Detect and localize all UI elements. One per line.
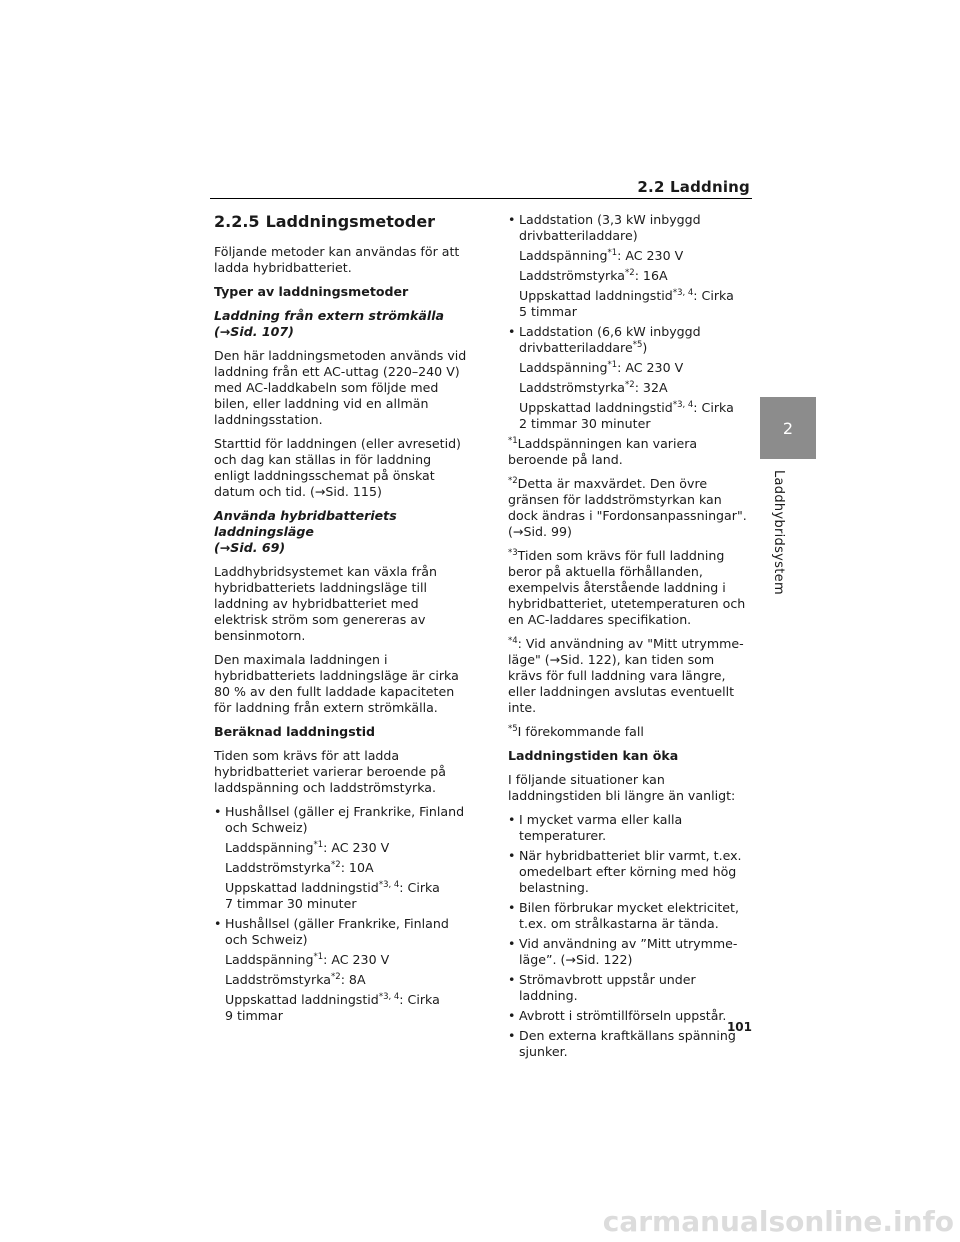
footnote-marker: *4 [508,636,518,646]
condition-item: • Bilen förbrukar mycket elektricitet, t.ex. om strålkastarna är tända. [508,900,752,932]
charge-item-title-text: Laddstation (6,6 kW inbyggd drivbatteriladdare [519,324,701,355]
condition-item: • Avbrott i strömtillförseln uppstår. [508,1008,752,1024]
header-rule [210,198,752,199]
footnote-ref: *1 [313,840,324,850]
charge-item [508,212,752,320]
mode-paragraph-1: Laddhybridsystemet kan växla från hybridbatteriets laddningsläge till laddning av hybridbatteriet med elektrisk ström som genereras av bensinmotorn. [214,564,437,643]
condition-item: • Den externa kraftkällans spänning sjunker. [508,1028,752,1060]
external-paragraph-2: Starttid för laddningen (eller avresetid) och dag kan ställas in för laddning enligt laddningsschemat på önskat datum och tid. (→Sid. 115) [214,436,461,499]
time-label: Uppskattad laddningstid [225,880,379,895]
footnote [508,476,752,540]
footnote-ref: *2 [331,860,341,870]
chapter-label: Laddhybridsystem [771,470,786,595]
charge-item-title: • Hushållsel (gäller ej Frankrike, Finland och Schweiz) [214,804,468,836]
footnote [508,636,752,716]
external-heading [214,308,468,340]
current-line [214,972,468,988]
charge-item-title: • Hushållsel (gäller Frankrike, Finland och Schweiz) [214,916,468,948]
footnote [508,548,752,628]
longer-heading: Laddningstiden kan öka [508,748,679,763]
footnote [508,436,752,468]
time-value: : Cirka [399,880,440,895]
footnote-text: Laddspänningen kan variera beroende på land. [508,436,698,467]
time-duration: 2 timmar 30 minuter [519,416,651,431]
voltage-label: Laddspänning [225,952,314,967]
condition-item: • I mycket varma eller kalla temperaturer. [508,812,752,844]
mode-heading-ref: (→Sid. 69) [214,540,286,555]
time-value: : Cirka [693,400,734,415]
current-line [508,380,752,396]
time-line [508,288,752,320]
charge-item-title [508,212,752,244]
page-number: 101 [726,1020,752,1034]
time-line [508,400,752,432]
footnote [508,724,752,740]
voltage-label: Laddspänning [519,360,608,375]
current-value: : 10A [340,860,374,875]
charge-item-title [508,324,752,356]
left-column [214,212,468,1028]
current-value: : 8A [340,972,366,987]
types-heading: Typer av laddningsmetoder [214,284,409,299]
time-duration: 9 timmar [225,1008,283,1023]
section-title: Laddningsmetoder [265,212,436,231]
charge-item-title-tail: ) [642,340,648,355]
voltage-value: : AC 230 V [617,360,684,375]
external-heading-text: Laddning från extern strömkälla [214,308,445,323]
footnote-ref: *3, 4 [378,880,400,890]
footnote-marker: *5 [508,724,518,734]
page-title [214,212,468,232]
section-number: 2.2.5 [214,212,260,231]
chapter-number: 2 [782,418,794,438]
mode-paragraph-2: Den maximala laddningen i hybridbatteriets laddningsläge är cirka 80 % av den fullt laddade kapaciteten för laddning från extern strömkälla. [214,652,459,715]
footnote-ref: *1 [607,248,618,258]
current-label: Laddströmstyrka [225,860,332,875]
time-label: Uppskattad laddningstid [225,992,379,1007]
footnote-ref: *1 [313,952,324,962]
mode-heading-text: Använda hybridbatteriets laddningsläge [214,508,397,539]
footnote-ref: *2 [625,268,635,278]
voltage-line [214,952,468,968]
voltage-line [508,360,752,376]
voltage-label: Laddspänning [225,840,314,855]
voltage-label: Laddspänning [519,248,608,263]
time-duration: 7 timmar 30 minuter [225,896,357,911]
footnote-text: : Vid användning av "Mitt utrymme-läge" (→Sid. 122), kan tiden som krävs för full laddning vara längre, eller laddningen avslutas eventuellt inte. [508,636,744,715]
footnote-marker: *1 [508,436,518,446]
footnote-ref: *5 [632,340,643,350]
estimate-paragraph: Tiden som krävs för att ladda hybridbatteriet varierar beroende på laddspänning och laddströmstyrka. [214,748,447,795]
voltage-line [214,840,468,856]
time-value: : Cirka [693,288,734,303]
external-heading-ref: (→Sid. 107) [214,324,294,339]
footnote-text: Tiden som krävs för full laddning beror på aktuella förhållanden, exempelvis återstående laddning i hybridbatteriet, utetemperaturen och en AC-laddares specifikation. [508,548,746,627]
footnote-ref: *2 [625,380,635,390]
time-duration: 5 timmar [519,304,577,319]
footnote-ref: *3, 4 [672,288,694,298]
footnote-ref: *2 [331,972,341,982]
condition-item: • Vid användning av ”Mitt utrymme-läge”. (→Sid. 122) [508,936,752,968]
charge-item [508,324,752,432]
current-value: : 16A [634,268,668,283]
time-label: Uppskattad laddningstid [519,288,673,303]
footnote-text: Detta är maxvärdet. Den övre gränsen för laddströmstyrkan kan dock ändras i "Fordonsanpassningar". (→Sid. 99) [508,476,747,539]
current-label: Laddströmstyrka [225,972,332,987]
footnote-ref: *3, 4 [672,400,694,410]
footnote-marker: *2 [508,476,518,486]
current-line [214,860,468,876]
charge-item [214,916,468,1024]
voltage-value: : AC 230 V [617,248,684,263]
mode-heading [214,508,468,556]
longer-intro: I följande situationer kan laddningstiden bli längre än vanligt: [508,772,736,803]
footnote-text: I förekommande fall [517,724,644,739]
right-column [508,212,752,1064]
time-label: Uppskattad laddningstid [519,400,673,415]
current-label: Laddströmstyrka [519,380,626,395]
external-paragraph-1: Den här laddningsmetoden används vid laddning från ett AC-uttag (220–240 V) med AC-laddkabeln som följde med bilen, eller laddning vid en allmän laddningsstation. [214,348,467,427]
condition-item: • När hybridbatteriet blir varmt, t.ex. omedelbart efter körning med hög belastning. [508,848,752,896]
section-header: 2.2 Laddning [637,178,750,196]
condition-item: • Strömavbrott uppstår under laddning. [508,972,752,1004]
charge-item [214,804,468,912]
watermark: carmanualsonline.info [602,1205,954,1238]
chapter-tab [760,397,816,459]
intro-text: Följande metoder kan användas för att ladda hybridbatteriet. [214,244,460,275]
time-line [214,992,468,1024]
voltage-line [508,248,752,264]
estimate-heading: Beräknad laddningstid [214,724,376,739]
current-label: Laddströmstyrka [519,268,626,283]
footnote-ref: *1 [607,360,618,370]
footnote-marker: *3 [508,548,518,558]
current-value: : 32A [634,380,668,395]
time-line [214,880,468,912]
voltage-value: : AC 230 V [323,840,390,855]
voltage-value: : AC 230 V [323,952,390,967]
charge-item-title-text: Laddstation (3,3 kW inbyggd drivbatteriladdare) [519,212,701,243]
time-value: : Cirka [399,992,440,1007]
current-line [508,268,752,284]
footnote-ref: *3, 4 [378,992,400,1002]
